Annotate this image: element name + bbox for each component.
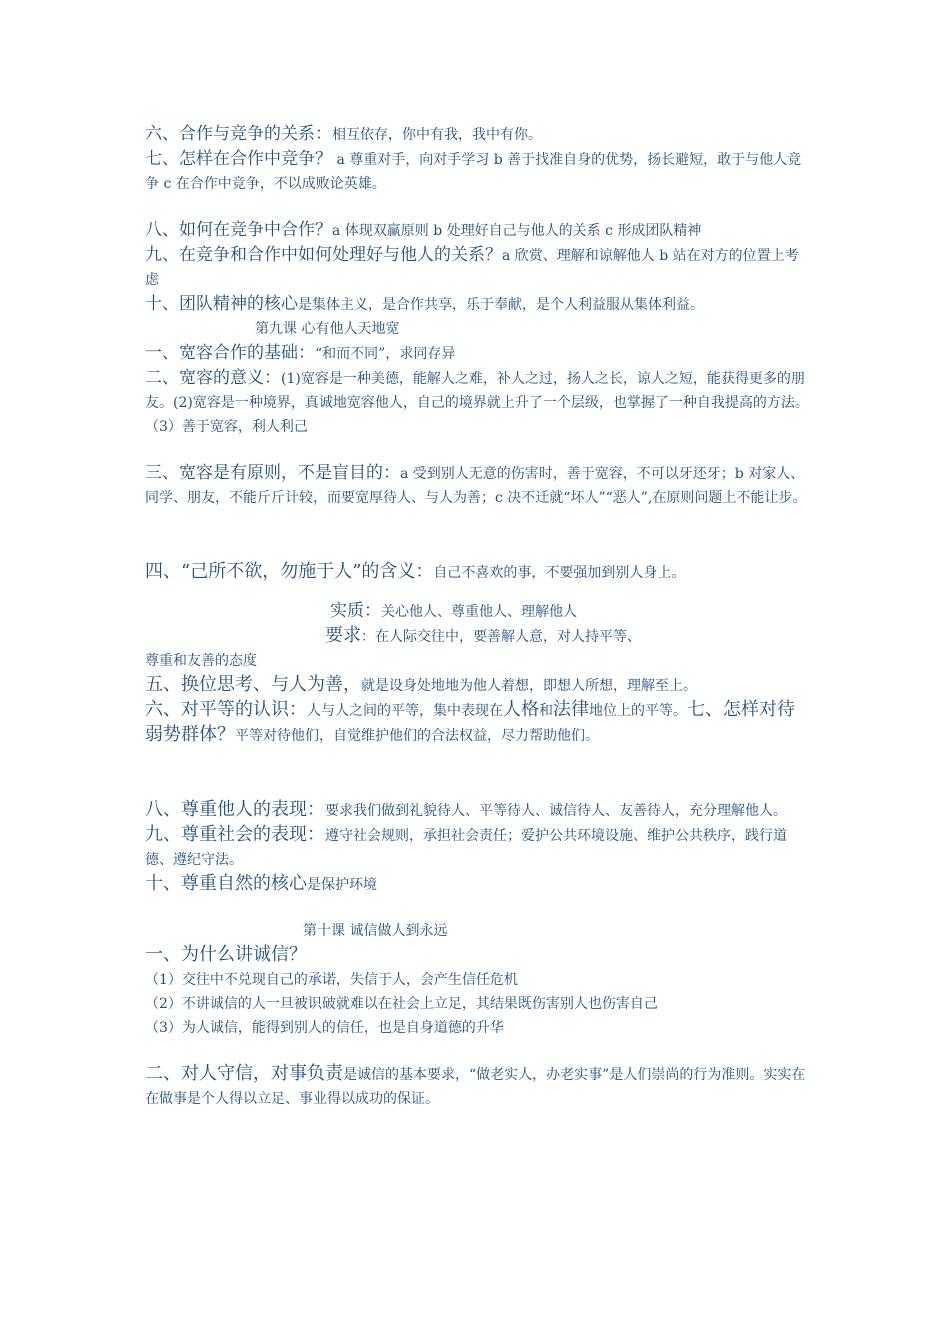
keep-promise: 二、对人守信，对事负责是诚信的基本要求，“做老实人，办老实事”是人们崇尚的行为准则。实实在在做事是个人得以立足、事业得以成功的保证。 <box>145 1063 806 1107</box>
tolerance-principle: 三、宽容是有原则，不是盲目的：a 受到别人无意的伤害时，善于宽容，不可以牙还牙；b 对家人、同学、朋友，不能斤斤计较，而要宽厚待人、与人为善；c 决不迁就“坏人”“恶人”,在原则问题上不能让步。 <box>145 463 807 506</box>
respect-nature: 十、尊重自然的核心是保护环境 <box>145 873 377 894</box>
item-10: 十、团队精神的核心是集体主义，是合作共享，乐于奉献，是个人利益服从集体利益。 <box>145 294 704 314</box>
respect-society: 九、尊重社会的表现：遵守社会规则，承担社会责任；爱护公共环境设施、维护公共秩序，践行道德、遵纪守法。 <box>145 824 787 868</box>
item-8: 八、如何在竞争中合作？a 体现双赢原则 b 处理好自己与他人的关系 c 形成团队精神 <box>145 220 702 240</box>
lesson-10-title: 第十课 诚信做人到永远 <box>303 923 448 939</box>
empathy: 五、换位思考、与人为善，就是设身处地地为他人着想，即想人所想，理解至上。 <box>145 674 697 695</box>
why-integrity-1: （1）交往中不兑现自己的承诺，失信于人，会产生信任危机 <box>145 972 518 988</box>
respect-others: 八、尊重他人的表现：要求我们做到礼貌待人、平等待人、诚信待人、友善待人，充分理解他人。 <box>145 799 787 820</box>
item-7: 七、怎样在合作中竞争？ a 尊重对手，向对手学习 b 善于找准自身的优势，扬长避短，敢于与他人竞争 c 在合作中竞争，不以成败论英雄。 <box>145 149 802 192</box>
golden-rule-requirement-tail: 尊重和友善的态度 <box>145 653 257 669</box>
tolerance-meaning: 二、宽容的意义：(1)宽容是一种美德，能解人之难，补人之过，扬人之长，谅人之短，能获得更多的朋友。(2)宽容是一种境界，真诚地宽容他人，自己的境界就上升了一个层级，也掌握了一种自我提高的方法。（3）善于宽容，利人利己 <box>145 368 809 435</box>
why-integrity-3: （3）为人诚信，能得到别人的信任，也是自身道德的升华 <box>145 1020 504 1036</box>
equality-and-vulnerable: 六、对平等的认识：人与人之间的平等，集中表现在人格和法律地位上的平等。七、怎样对待弱势群体？平等对待他们，自觉维护他们的合法权益，尽力帮助他们。 <box>145 699 795 745</box>
why-integrity: 一、为什么讲诚信？ <box>145 944 307 965</box>
item-6: 六、合作与竞争的关系：相互依存，你中有我，我中有你。 <box>145 124 542 144</box>
lesson-9-title: 第九课 心有他人天地宽 <box>255 321 400 337</box>
why-integrity-2: （2）不讲诚信的人一旦被识破就难以在社会上立足，其结果既伤害别人也伤害自己 <box>145 996 658 1012</box>
tolerance-basis: 一、宽容合作的基础：“和而不同”，求同存异 <box>145 343 456 363</box>
golden-rule-essence: 实质：关心他人、尊重他人、理解他人 <box>330 601 577 621</box>
golden-rule: 四、“己所不欲，勿施于人”的含义：自己不喜欢的事，不要强加到别人身上。 <box>145 561 686 582</box>
golden-rule-requirement: 要求：在人际交往中，要善解人意，对人持平等、 <box>325 625 641 646</box>
document-page <box>145 122 810 1111</box>
item-9: 九、在竞争和合作中如何处理好与他人的关系？a 欣赏、理解和谅解他人 b 站在对方的位置上考虑 <box>145 245 799 288</box>
